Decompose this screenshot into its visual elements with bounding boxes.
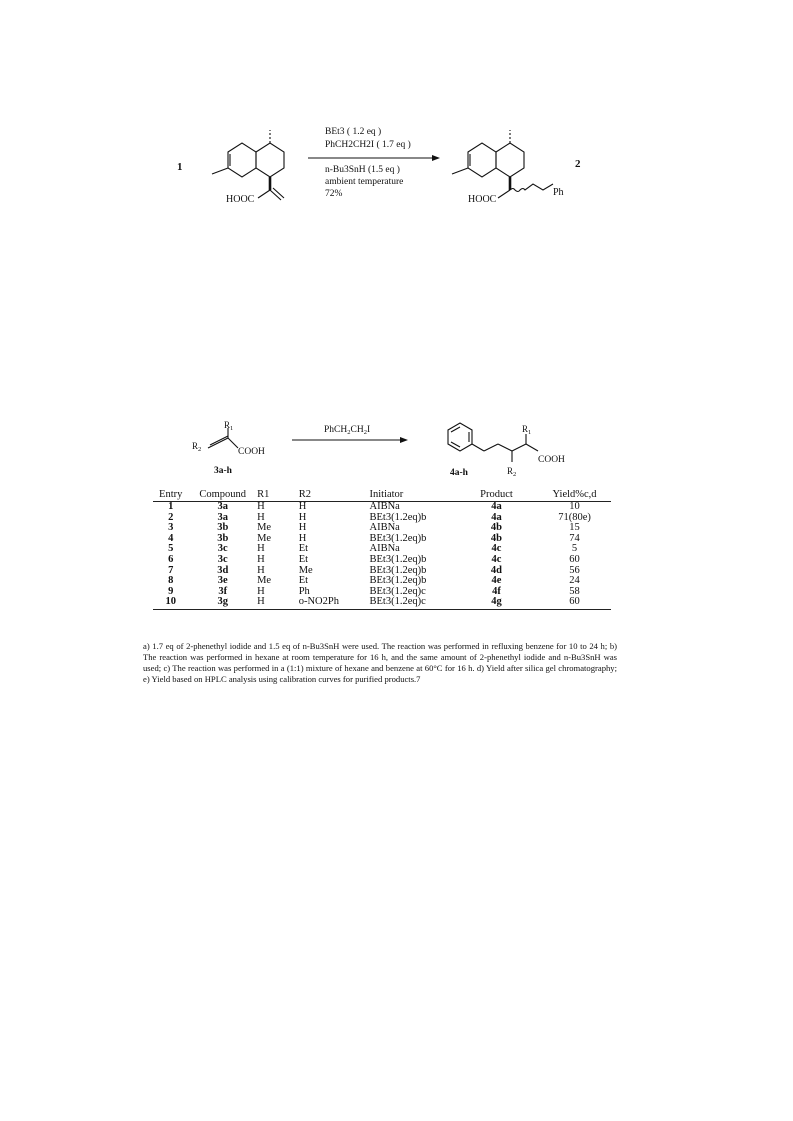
- cell-compound: 3c: [217, 553, 228, 565]
- cell-entry: 8: [168, 575, 174, 587]
- cell-yield: 15: [569, 522, 580, 534]
- reagent-phenethyl-iodide: $PhCH_2CH_2I$: [324, 425, 371, 436]
- condition-line-3: 72%: [325, 189, 343, 199]
- cell-compound: 3b: [217, 532, 229, 544]
- cell-entry: 6: [168, 553, 174, 565]
- results-table: [153, 489, 611, 610]
- cell-r1: H: [257, 501, 265, 512]
- start-r1: $R_1$: [224, 420, 234, 432]
- cell-yield: 74: [569, 532, 580, 544]
- reagent-line-2: PhCH2CH2I ( 1.7 eq ): [325, 140, 411, 150]
- cell-yield: 60: [569, 553, 580, 565]
- header-r2: R2: [299, 489, 370, 502]
- condition-line-2: ambient temperature: [325, 177, 404, 187]
- cell-product: 4e: [491, 575, 502, 587]
- cell-product: 4g: [455, 597, 538, 609]
- cell-product: 4b: [490, 522, 502, 534]
- cell-initiator: AIBNa: [369, 543, 400, 555]
- cell-initiator: AIBNa: [369, 522, 400, 534]
- cell-entry: 3: [168, 522, 174, 534]
- product-acid-text: HOOC: [468, 194, 497, 205]
- cell-yield: 5: [571, 543, 578, 555]
- reaction-scheme-2: [180, 418, 580, 480]
- cell-compound: 3g: [188, 597, 257, 609]
- cell-initiator: BEt3(1.2eq)b: [369, 532, 427, 544]
- cell-r2: H: [298, 522, 307, 534]
- cell-product: 4a: [491, 511, 502, 523]
- arrow-head-2: [400, 437, 408, 443]
- cell-r1: H: [257, 553, 265, 565]
- cell-yield: 56: [569, 564, 580, 576]
- arrow-head: [432, 155, 440, 161]
- table-row: [153, 555, 611, 566]
- cell-product: 4b: [490, 532, 502, 544]
- cell-entry: 7: [168, 564, 174, 576]
- product-cooh: COOH: [538, 455, 565, 465]
- header-compound: Compound: [188, 489, 257, 502]
- cell-yield: 10: [569, 501, 580, 512]
- cell-r2: Et: [298, 553, 309, 565]
- cell-entry: 2: [168, 511, 174, 523]
- cell-r1: Me: [257, 522, 272, 534]
- table-row: [153, 597, 611, 609]
- start-r2: $R_2$: [192, 441, 202, 453]
- cell-r1: Me: [257, 532, 272, 544]
- cell-initiator: BEt3(1.2eq)b: [369, 553, 427, 565]
- cell-r1: H: [257, 585, 265, 597]
- cell-entry: 1: [168, 501, 174, 512]
- cell-compound: 3a: [217, 501, 228, 512]
- product-compound-label-2: 4a-h: [450, 468, 468, 478]
- header-initiator: Initiator: [369, 489, 454, 502]
- start-acid-text: HOOC: [226, 194, 255, 205]
- cell-yield: 58: [569, 585, 580, 597]
- start-structure: [212, 130, 284, 200]
- cell-compound: 3c: [217, 543, 228, 555]
- cell-r1: H: [257, 543, 265, 555]
- cell-r2: Me: [298, 564, 313, 576]
- cell-r2: o-NO2Ph: [299, 597, 370, 609]
- product-r2: $R_2$: [507, 466, 517, 478]
- cell-r2: H: [298, 532, 307, 544]
- cell-yield: 71(80e): [558, 511, 591, 523]
- cell-r1: H: [257, 564, 265, 576]
- cell-r2: H: [298, 501, 307, 512]
- acrylic-acid-structure: [208, 428, 238, 448]
- cell-r2: H: [298, 511, 307, 523]
- start-compound-label: 3a-h: [214, 466, 232, 476]
- cell-initiator: BEt3(1.2eq)b: [369, 511, 427, 523]
- cell-product: 4c: [491, 543, 502, 555]
- product-r1: $R_1$: [522, 424, 532, 436]
- header-entry: Entry: [153, 489, 188, 502]
- product-compound-label: 2: [575, 158, 581, 170]
- cell-entry: 9: [168, 585, 174, 597]
- product-structure: [452, 130, 553, 198]
- table-header-row: [153, 489, 611, 502]
- start-cooh: COOH: [238, 447, 265, 457]
- cell-entry: 4: [168, 532, 174, 544]
- cell-product: 4d: [490, 564, 502, 576]
- product-ph-text: Ph: [553, 187, 564, 198]
- table-footnote: a) 1.7 eq of 2-phenethyl iodide and 1.5 eq of n-Bu3SnH were used. The reaction was performed in refluxing benzene for 10 to 24 h; b) The reaction was performed in hexane at room temperature for 16 h, and the same amount of 2-phenethyl iodide and n-Bu3SnH was used; c) The reaction was performed in a (1:1) mixture of hexane and benzene at 60°C for 16 h. d) Yield after silica gel chromatography; e) Yield based on HPLC analysis using calibration curves for purified products.7: [143, 641, 617, 684]
- reaction-scheme-1: [150, 110, 590, 210]
- cell-product: 4f: [492, 585, 501, 597]
- cell-r1: H: [257, 511, 265, 523]
- table-body: [153, 502, 611, 610]
- cell-entry: 5: [168, 543, 174, 555]
- cell-compound: 3f: [218, 585, 228, 597]
- cell-r2: Et: [298, 543, 309, 555]
- cell-yield: 24: [569, 575, 580, 587]
- cell-r2: Ph: [298, 585, 310, 597]
- header-r1: R1: [257, 489, 299, 502]
- cell-initiator: BEt3(1.2eq)b: [369, 564, 427, 576]
- cell-compound: 3d: [217, 564, 229, 576]
- reagent-line-1: BEt3 ( 1.2 eq ): [325, 127, 382, 137]
- start-compound-label: 1: [177, 161, 183, 173]
- cell-yield: 60: [538, 597, 611, 609]
- cell-r2: Et: [298, 575, 309, 587]
- table-row: [153, 502, 611, 513]
- condition-line-1: n-Bu3SnH (1.5 eq ): [325, 165, 400, 175]
- cell-initiator: AIBNa: [369, 501, 400, 512]
- cell-compound: 3e: [217, 575, 228, 587]
- cell-initiator: BEt3(1.2eq)c: [369, 597, 454, 609]
- header-yield: Yield%c,d: [538, 489, 611, 502]
- cell-product: 4c: [491, 553, 502, 565]
- cell-entry: 10: [153, 597, 188, 609]
- header-product: Product: [455, 489, 538, 502]
- cell-initiator: BEt3(1.2eq)b: [369, 575, 427, 587]
- cell-r1: Me: [257, 575, 272, 587]
- cell-r1: H: [257, 597, 299, 609]
- cell-product: 4a: [491, 501, 502, 512]
- cell-initiator: BEt3(1.2eq)c: [369, 585, 426, 597]
- cell-compound: 3b: [217, 522, 229, 534]
- cell-compound: 3a: [217, 511, 228, 523]
